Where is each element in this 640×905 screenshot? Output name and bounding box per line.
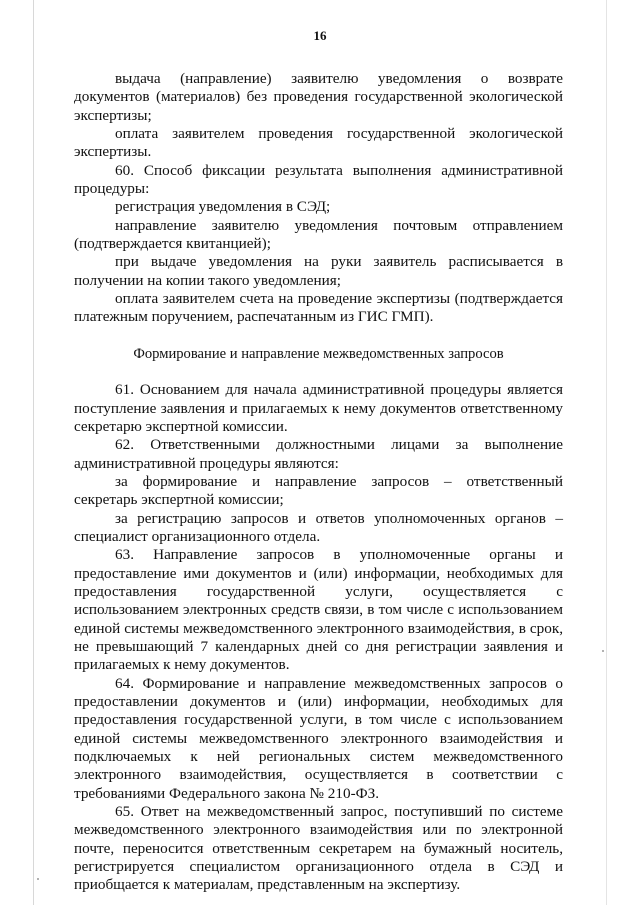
paragraph: при выдаче уведомления на руки заявитель расписывается в получении на копии такого уведомления;: [74, 253, 563, 289]
document-body: [74, 70, 563, 895]
section-heading: Формирование и направление межведомственных запросов: [133, 345, 504, 362]
paragraph: 64. Формирование и направление межведомственных запросов о предоставлении документов и (или) информации, необходимых для предоставления государственной услуги, в том числе с использованием единой системы межведомственного электронного взаимодействия и подключаемых к ней региональных систем межведомственного электронного взаимодействия, осуществляется в соответствии с требованиями Федерального закона № 210-ФЗ.: [74, 674, 563, 802]
paragraph: 60. Способ фиксации результата выполнения административной процедуры:: [74, 161, 563, 198]
scan-speck: [37, 878, 39, 880]
scan-edge-left: [33, 0, 34, 905]
paragraph: за формирование и направление запросов – ответственный секретарь экспертной комиссии;: [74, 472, 563, 509]
scan-speck: [602, 650, 604, 652]
paragraph: 61. Основанием для начала административной процедуры является поступление заявления и прилагаемых к нему документов ответственному секретарю экспертной комиссии.: [74, 381, 563, 435]
scan-edge-right: [606, 0, 607, 905]
paragraph: 62. Ответственными должностными лицами за выполнение административной процедуры являются:: [74, 436, 563, 472]
paragraph: 65. Ответ на межведомственный запрос, поступивший по системе межведомственного электронного взаимодействия или по электронной почте, переносится ответственным секретарем на бумажный носитель, регистрируется специалистом организационного отдела в СЭД и приобщается к материалам, представленным на экспертизу.: [74, 803, 563, 894]
paragraph: направление заявителю уведомления почтовым отправлением (подтверждается квитанцией);: [74, 216, 563, 253]
paragraph: регистрация уведомления в СЭД;: [115, 198, 331, 216]
paragraph: оплата заявителем счета на проведение экспертизы (подтверждается платежным поручением, распечатанным из ГИС ГМП).: [74, 290, 563, 326]
paragraph: оплата заявителем проведения государственной экологической экспертизы.: [74, 125, 563, 161]
page-number: 16: [313, 28, 327, 43]
paragraph: выдача (направление) заявителю уведомления о возврате документов (материалов) без проведения государственной экологической экспертизы;: [74, 70, 563, 124]
paragraph: за регистрацию запросов и ответов уполномоченных органов – специалист организационного отдела.: [74, 509, 563, 545]
paragraph: 63. Направление запросов в уполномоченные органы и предоставление ими документов и (или) информации, необходимых для предоставления государственной услуги, осуществляется с использованием электронных средств связи, в том числе с использованием единой системы межведомственного электронного взаимодействия, в срок, не превышающий 7 календарных дней со дня регистрации заявления и прилагаемых к нему документов.: [74, 546, 563, 674]
